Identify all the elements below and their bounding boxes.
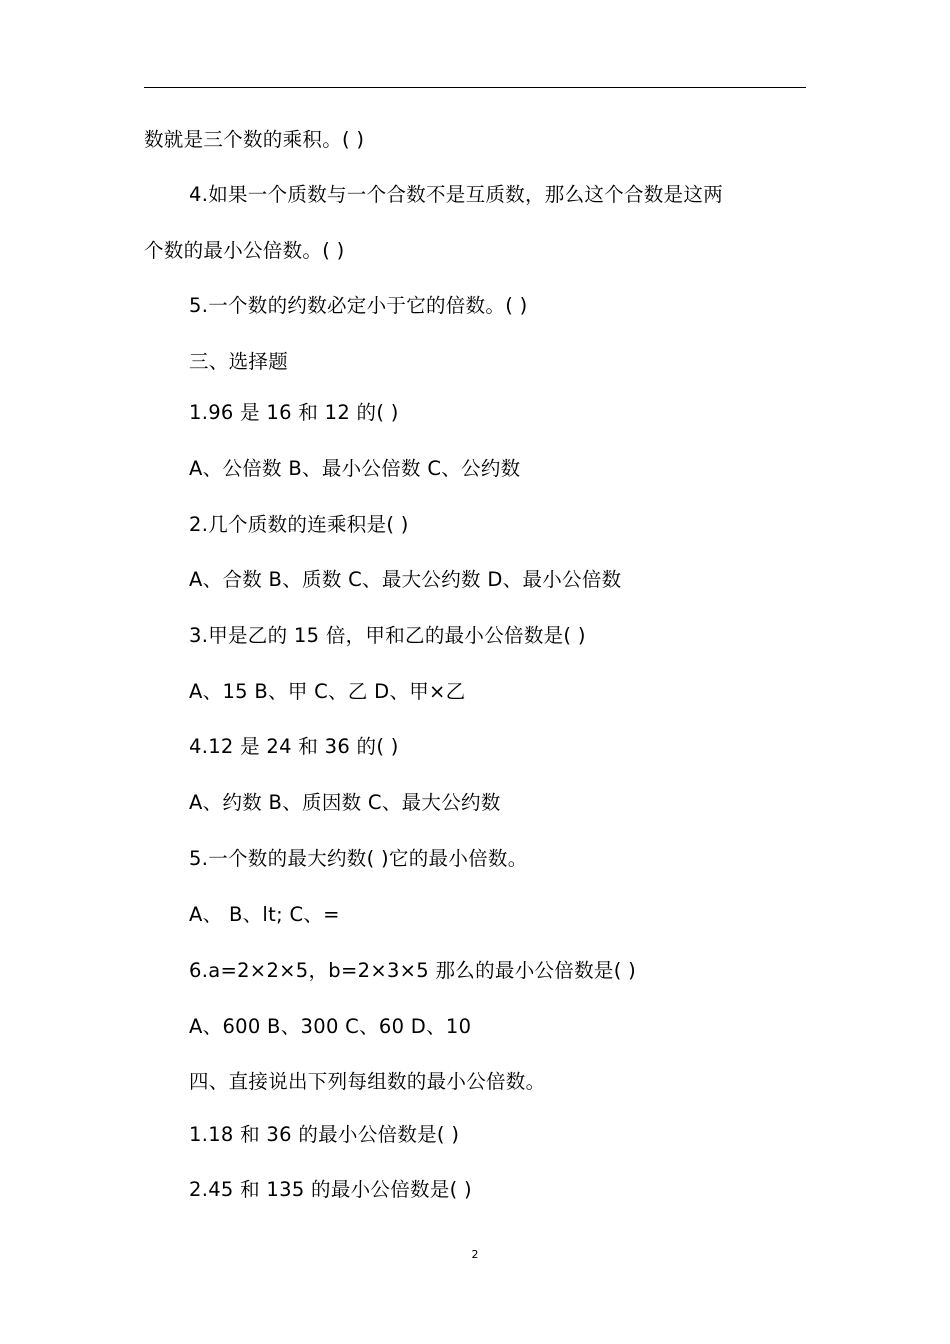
lcm-question-1: 1.18 和 36 的最小公倍数是( ) [189, 1123, 460, 1146]
text-line-2: 4.如果一个质数与一个合数不是互质数，那么这个合数是这两 [189, 183, 724, 206]
options-5: A、 B、lt; C、= [189, 903, 340, 926]
section-heading-lcm: 四、直接说出下列每组数的最小公倍数。 [189, 1070, 546, 1093]
page-number: 2 [471, 1248, 479, 1261]
question-2: 2.几个质数的连乘积是( ) [189, 513, 409, 536]
options-3: A、15 B、甲 C、乙 D、甲×乙 [189, 680, 466, 703]
question-3: 3.甲是乙的 15 倍，甲和乙的最小公倍数是( ) [189, 624, 586, 647]
options-1: A、公倍数 B、最小公倍数 C、公约数 [189, 457, 521, 480]
question-4: 4.12 是 24 和 36 的( ) [189, 735, 399, 758]
text-line-4: 5.一个数的约数必定小于它的倍数。( ) [189, 294, 528, 317]
options-2: A、合数 B、质数 C、最大公约数 D、最小公倍数 [189, 568, 622, 591]
lcm-question-2: 2.45 和 135 的最小公倍数是( ) [189, 1178, 472, 1201]
question-1: 1.96 是 16 和 12 的( ) [189, 401, 399, 424]
question-5: 5.一个数的最大约数( )它的最小倍数。 [189, 847, 528, 870]
options-6: A、600 B、300 C、60 D、10 [189, 1015, 472, 1038]
question-6: 6.a=2×2×5，b=2×3×5 那么的最小公倍数是( ) [189, 959, 637, 982]
header-rule [144, 87, 806, 88]
text-line-1: 数就是三个数的乘积。( ) [144, 128, 365, 151]
options-4: A、约数 B、质因数 C、最大公约数 [189, 791, 501, 814]
text-line-3: 个数的最小公倍数。( ) [144, 239, 345, 262]
section-heading-choice: 三、选择题 [189, 350, 289, 373]
